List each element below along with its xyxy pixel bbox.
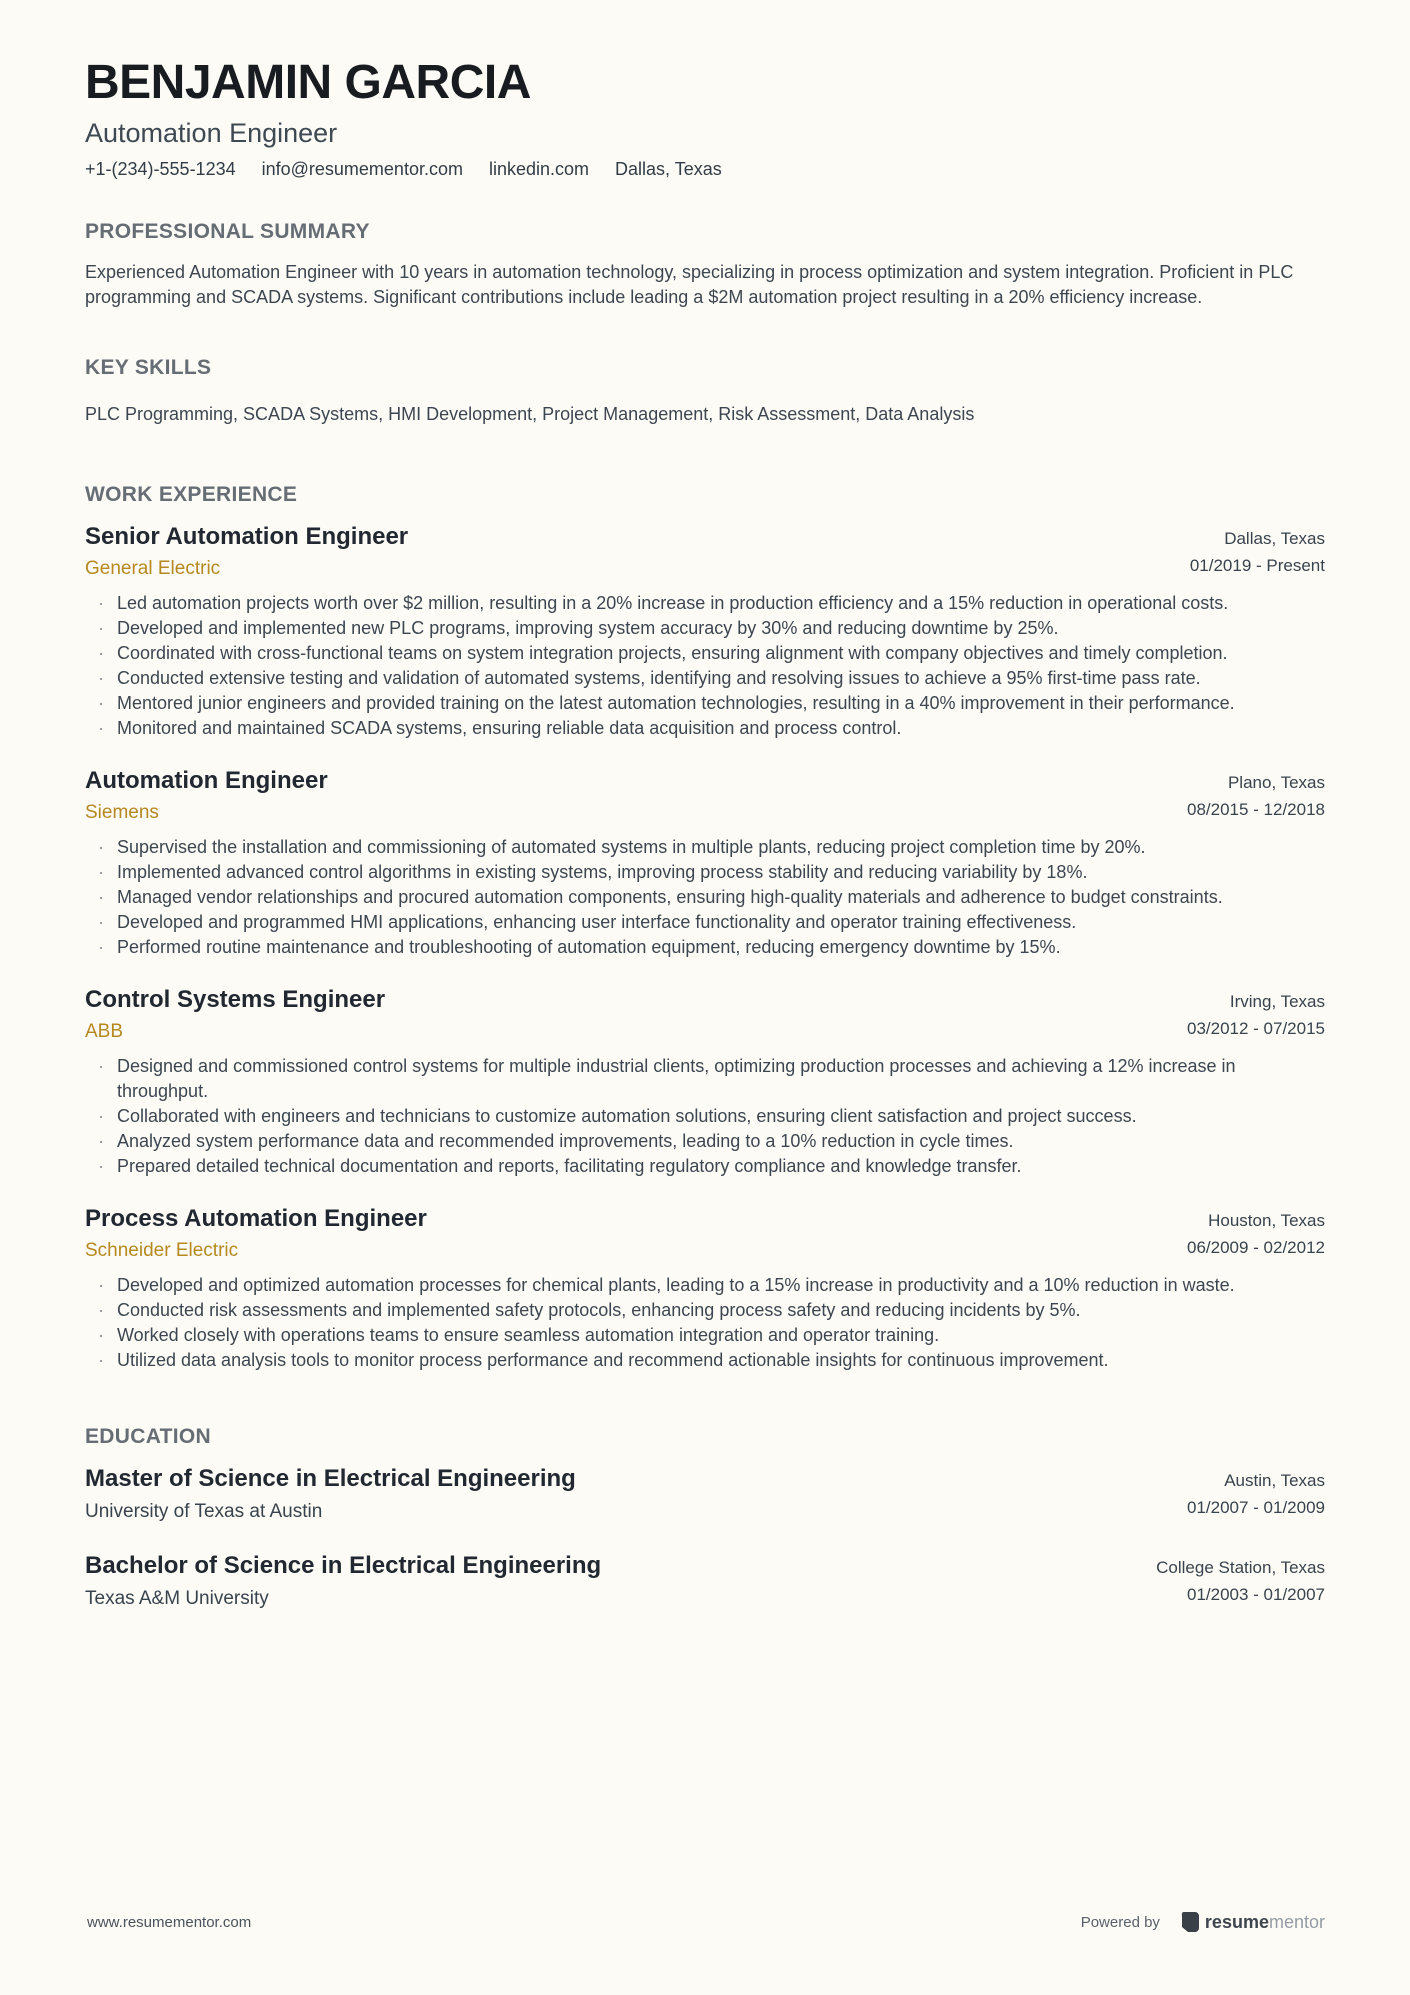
bullet-dot-icon: · — [98, 1156, 104, 1177]
footer-website-link[interactable]: www.resumementor.com — [87, 1913, 252, 1931]
brand-wordmark — [1205, 1912, 1325, 1933]
section-professional-summary — [85, 220, 1325, 310]
bullet-dot-icon: · — [98, 593, 104, 614]
job-bullet — [85, 1054, 1325, 1104]
resume-header — [85, 58, 1325, 180]
section-education — [85, 1425, 1325, 1611]
job-bullet-text: Designed and commissioned control systems for multiple industrial clients, optimizing production processes and achieving a 12% increase in throughput. — [117, 1056, 1236, 1102]
section-work-experience — [85, 483, 1325, 1373]
job-bullet — [85, 1104, 1325, 1129]
job-title: Control Systems Engineer — [85, 986, 386, 1014]
job-bullet-text: Led automation projects worth over $2 million, resulting in a 20% increase in production efficiency and a 15% reduction in operational costs. — [117, 593, 1229, 614]
linkedin-link[interactable]: linkedin.com — [488, 159, 590, 180]
job-bullet-text: Managed vendor relationships and procured automation components, ensuring high-quality materials and adherence to budget constraints. — [117, 887, 1223, 908]
job-bullet-text: Developed and implemented new PLC programs, improving system accuracy by 30% and reducing downtime by 25%. — [117, 618, 1059, 639]
brand-mentor-text: mentor — [1268, 1911, 1325, 1932]
job-title: Automation Engineer — [85, 767, 328, 795]
section-key-skills — [85, 356, 1325, 427]
job-bullet-text: Monitored and maintained SCADA systems, ensuring reliable data acquisition and process control. — [117, 718, 902, 739]
resumementor-logo[interactable] — [1178, 1911, 1325, 1933]
experience-heading: WORK EXPERIENCE — [85, 483, 298, 507]
job-bullet-text: Analyzed system performance data and recommended improvements, leading to a 10% reduction in cycle times. — [117, 1131, 1014, 1152]
job-bullet — [85, 910, 1325, 935]
job-dates: 03/2012 - 07/2015 — [1186, 1019, 1325, 1039]
job-location: Irving, Texas — [1229, 992, 1325, 1012]
email-address[interactable]: info@resumementor.com — [261, 159, 463, 180]
job-dates: 08/2015 - 12/2018 — [1186, 800, 1325, 820]
contact-location: Dallas, Texas — [615, 159, 722, 180]
phone-number: +1-(234)-555-1234 — [85, 159, 236, 180]
bullet-dot-icon: · — [98, 937, 104, 958]
education-heading: EDUCATION — [85, 1425, 211, 1449]
job-header — [85, 767, 1325, 825]
degree-title: Bachelor of Science in Electrical Engineering — [85, 1552, 602, 1580]
bullet-dot-icon: · — [98, 1131, 104, 1152]
person-name: BENJAMIN GARCIA — [85, 56, 531, 109]
job-location: Houston, Texas — [1208, 1211, 1325, 1231]
job-bullet — [85, 1323, 1325, 1348]
bullet-dot-icon: · — [98, 837, 104, 858]
bullet-dot-icon: · — [98, 1275, 104, 1296]
powered-by-block — [1081, 1911, 1325, 1933]
job-bullet — [85, 1273, 1325, 1298]
job-bullet-text: Implemented advanced control algorithms in existing systems, improving process stability and reducing variability by 18%. — [117, 862, 1088, 883]
job-bullet-text: Supervised the installation and commissioning of automated systems in multiple plants, reducing project completion time by 20%. — [117, 837, 1146, 858]
degree-location: Austin, Texas — [1224, 1471, 1325, 1491]
job-company: ABB — [85, 1021, 124, 1043]
degree-location: College Station, Texas — [1156, 1558, 1325, 1578]
bullet-dot-icon: · — [98, 668, 104, 689]
job-bullet-text: Coordinated with cross-functional teams on system integration projects, ensuring alignment with company objectives and timely completion. — [117, 643, 1228, 664]
job-bullet-text: Prepared detailed technical documentation and reports, facilitating regulatory compliance and knowledge transfer. — [117, 1156, 1022, 1177]
job-bullet-text: Mentored junior engineers and provided training on the latest automation technologies, resulting in a 40% improvement in their performance. — [117, 693, 1235, 714]
page-footer — [87, 1911, 1325, 1933]
degree-entry — [85, 1552, 1325, 1611]
job-bullet-text: Developed and optimized automation processes for chemical plants, leading to a 15% increase in productivity and a 10% reduction in waste. — [117, 1275, 1235, 1296]
powered-by-label: Powered by — [1080, 1913, 1160, 1931]
job-bullet — [85, 691, 1325, 716]
job-bullet — [85, 591, 1325, 616]
job-bullet — [85, 641, 1325, 666]
job-bullet-text: Worked closely with operations teams to ensure seamless automation integration and operator training. — [117, 1325, 940, 1346]
bullet-dot-icon: · — [98, 1106, 104, 1127]
job-dates: 01/2019 - Present — [1189, 556, 1325, 576]
job-bullet — [85, 860, 1325, 885]
job-dates: 06/2009 - 02/2012 — [1186, 1238, 1325, 1258]
bullet-dot-icon: · — [98, 1300, 104, 1321]
job-bullet-text: Conducted risk assessments and implemented safety protocols, enhancing process safety and reducing incidents by 5%. — [117, 1300, 1081, 1321]
job-company: General Electric — [85, 558, 221, 580]
job-entry — [85, 986, 1325, 1179]
job-location: Plano, Texas — [1227, 773, 1325, 793]
bullet-dot-icon: · — [98, 618, 104, 639]
brand-resume-text: resume — [1204, 1911, 1269, 1932]
degree-title: Master of Science in Electrical Engineering — [85, 1465, 576, 1493]
job-company: Schneider Electric — [85, 1240, 239, 1262]
job-header — [85, 523, 1325, 581]
degree-school: University of Texas at Austin — [85, 1501, 323, 1523]
job-bullet-text: Collaborated with engineers and technicians to customize automation solutions, ensuring client satisfaction and project success. — [117, 1106, 1137, 1127]
job-bullet — [85, 666, 1325, 691]
bullet-dot-icon: · — [98, 643, 104, 664]
summary-text: Experienced Automation Engineer with 10 years in automation technology, specializing in process optimization and system integration. Proficient in PLC programming and SCADA systems. Significant contributions include leading a $2M automation project resulting in a 20% efficiency increase. — [85, 262, 1294, 308]
person-job-title: Automation Engineer — [85, 118, 338, 149]
job-bullet — [85, 935, 1325, 960]
bullet-dot-icon: · — [98, 1325, 104, 1346]
contact-row — [85, 159, 1325, 180]
skills-heading: KEY SKILLS — [85, 356, 212, 380]
degree-dates: 01/2007 - 01/2009 — [1186, 1498, 1325, 1518]
job-bullet — [85, 716, 1325, 741]
job-bullet-list — [85, 835, 1325, 960]
summary-heading: PROFESSIONAL SUMMARY — [85, 220, 370, 244]
job-entry — [85, 523, 1325, 741]
job-bullet — [85, 835, 1325, 860]
job-bullet-text: Developed and programmed HMI applications, enhancing user interface functionality and operator training effectiveness. — [117, 912, 1077, 933]
job-location: Dallas, Texas — [1224, 529, 1325, 549]
job-bullet-list — [85, 1054, 1325, 1179]
job-company: Siemens — [85, 802, 159, 824]
job-bullet — [85, 1129, 1325, 1154]
job-header — [85, 986, 1325, 1044]
degree-dates: 01/2003 - 01/2007 — [1186, 1585, 1325, 1605]
job-bullet-list — [85, 1273, 1325, 1373]
bullet-dot-icon: · — [98, 1056, 104, 1077]
job-bullet-text: Performed routine maintenance and troubleshooting of automation equipment, reducing emergency downtime by 15%. — [117, 937, 1061, 958]
bullet-dot-icon: · — [98, 887, 104, 908]
degree-entry — [85, 1465, 1325, 1524]
job-bullet — [85, 616, 1325, 641]
job-title: Senior Automation Engineer — [85, 523, 409, 551]
job-header — [85, 1205, 1325, 1263]
bullet-dot-icon: · — [98, 1350, 104, 1371]
job-title: Process Automation Engineer — [85, 1205, 427, 1233]
job-bullet-text: Utilized data analysis tools to monitor process performance and recommend actionable insights for continuous improvement. — [117, 1350, 1109, 1371]
bullet-dot-icon: · — [98, 912, 104, 933]
job-bullet-list — [85, 591, 1325, 741]
job-bullet — [85, 1348, 1325, 1373]
job-bullet — [85, 885, 1325, 910]
bullet-dot-icon: · — [98, 693, 104, 714]
job-bullet-text: Conducted extensive testing and validation of automated systems, identifying and resolving issues to achieve a 95% first-time pass rate. — [117, 668, 1201, 689]
job-bullet — [85, 1298, 1325, 1323]
job-entry — [85, 1205, 1325, 1373]
bullet-dot-icon: · — [98, 718, 104, 739]
job-entry — [85, 767, 1325, 960]
job-bullet — [85, 1154, 1325, 1179]
resumementor-logo-icon — [1178, 1911, 1200, 1933]
degree-school: Texas A&M University — [85, 1588, 269, 1610]
skills-list: PLC Programming, SCADA Systems, HMI Development, Project Management, Risk Assessment, Data Analysis — [85, 404, 975, 425]
bullet-dot-icon: · — [98, 862, 104, 883]
